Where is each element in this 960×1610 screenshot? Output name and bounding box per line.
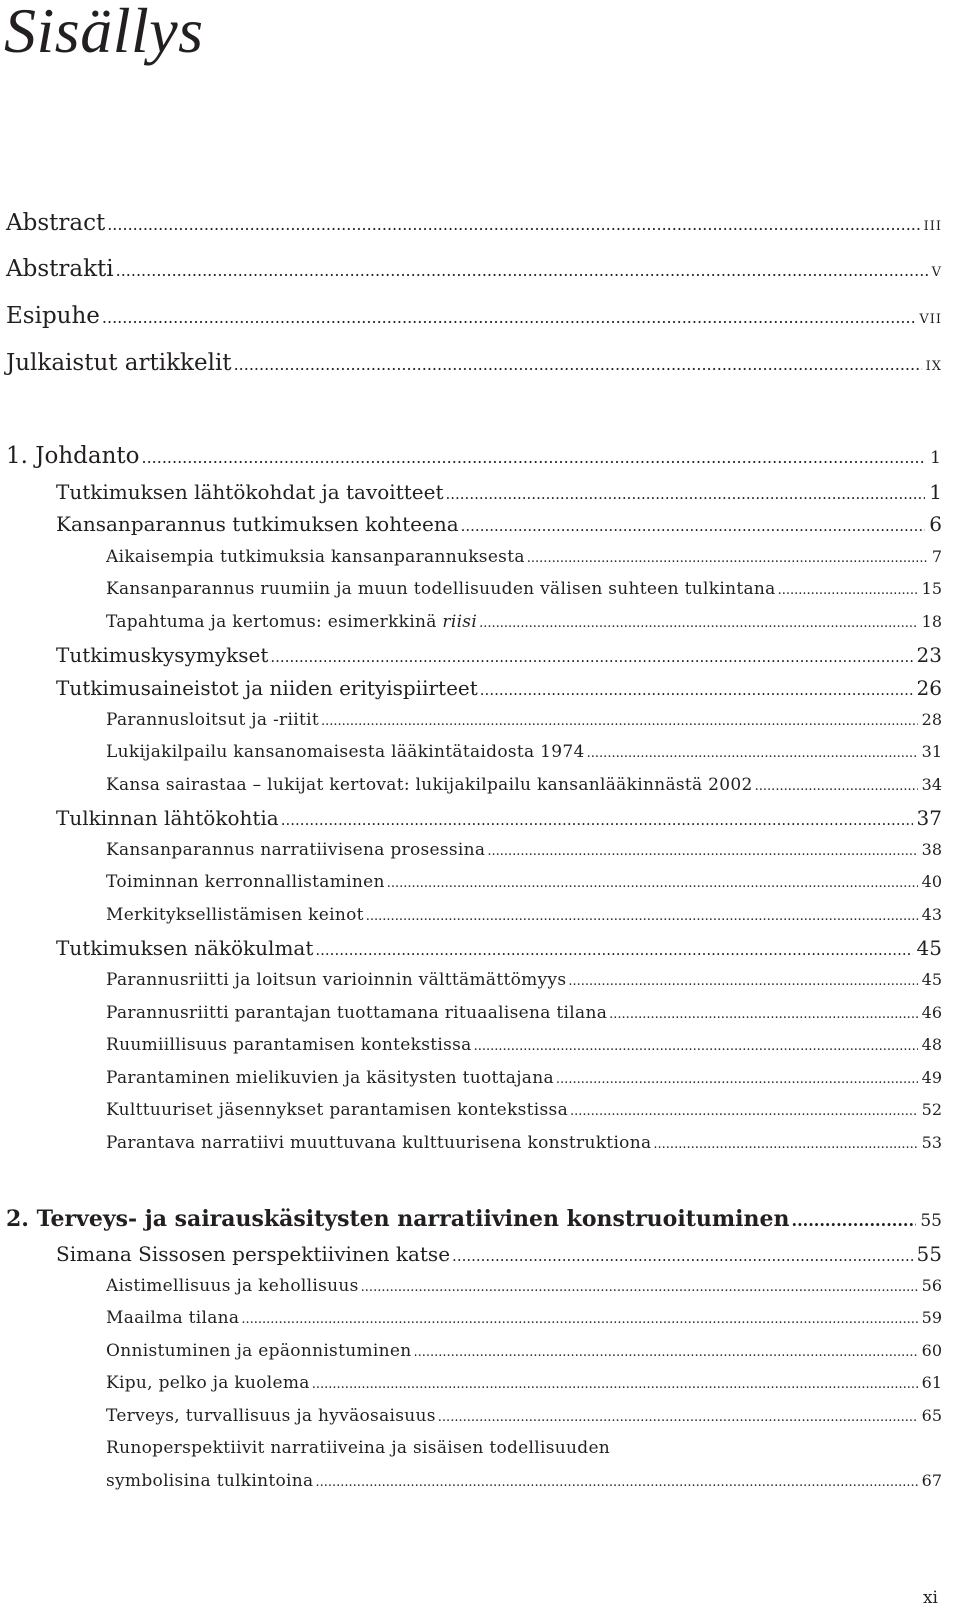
dot-leader: [778, 583, 918, 598]
toc-entry-label: Maailma tilana: [106, 1308, 240, 1328]
toc-subsection[interactable]: [106, 872, 942, 892]
dot-leader: [474, 1039, 918, 1054]
toc-page-number: 43: [921, 905, 942, 924]
toc-page-number: ix: [925, 353, 942, 375]
toc-entry-label: Merkityksellistämisen keinot: [106, 905, 364, 925]
toc-entry-label: Kansanparannus ruumiin ja muun todellisuuden välisen suhteen tulkintana: [106, 579, 776, 599]
toc-entry-label: Toiminnan kerronnallistaminen: [106, 872, 385, 892]
toc-entry-label: Parantava narratiivi muuttuvana kulttuurisena konstruktiona: [106, 1133, 652, 1153]
toc-page-number: 28: [921, 710, 942, 729]
toc-subsection[interactable]: [106, 1373, 942, 1393]
toc-subsection[interactable]: [106, 1035, 942, 1055]
dot-leader: [234, 355, 922, 374]
toc-subsection[interactable]: [106, 612, 942, 632]
toc-subsection[interactable]: [106, 742, 942, 762]
toc-page-number: 59: [921, 1308, 942, 1327]
dot-leader: [587, 746, 918, 761]
toc-page-number: 60: [921, 1341, 942, 1360]
toc-page-number: 55: [916, 1242, 942, 1266]
toc-subsection[interactable]: [106, 1133, 942, 1153]
toc-entry-label: Parantaminen mielikuvien ja käsitysten tuottajana: [106, 1068, 554, 1088]
toc-entry-label: Tutkimusaineistot ja niiden erityispiirteet: [56, 676, 478, 700]
dot-leader: [312, 1377, 918, 1392]
toc-subsection[interactable]: [106, 1100, 942, 1120]
toc-page-number: 46: [921, 1003, 942, 1022]
toc-subsection[interactable]: [106, 1341, 942, 1361]
toc-page-number: 48: [921, 1035, 942, 1054]
toc-entry-label: Aikaisempia tutkimuksia kansanparannuksesta: [106, 547, 525, 567]
toc-entry-label: Julkaistut artikkelit: [6, 350, 232, 376]
dot-leader: [452, 1247, 913, 1265]
dot-leader: [241, 1312, 917, 1327]
toc-entry-label: Esipuhe: [6, 303, 100, 329]
dot-leader: [315, 1475, 917, 1490]
toc-page-number: iii: [923, 213, 942, 235]
toc-subsection[interactable]: [106, 579, 942, 599]
toc-page-number: v: [931, 259, 942, 281]
toc-entry-label: symbolisina tulkintoina: [106, 1471, 314, 1491]
toc-subsection[interactable]: [106, 905, 942, 925]
dot-leader: [413, 1345, 917, 1360]
toc-entry-label: Kansa sairastaa – lukijat kertovat: lukijakilpailu kansanlääkinnästä 2002: [106, 775, 753, 795]
toc-entry-label: Tapahtuma ja kertomus: esimerkkinä riisi: [106, 612, 478, 632]
toc-subsection[interactable]: [106, 1068, 942, 1088]
dot-leader: [141, 448, 926, 467]
toc-subsection[interactable]: [106, 710, 942, 730]
toc-entry-label: Onnistuminen ja epäonnistuminen: [106, 1341, 412, 1361]
toc-subsection[interactable]: [106, 1003, 942, 1023]
dot-leader: [116, 261, 928, 280]
dot-leader: [653, 1137, 917, 1152]
page-folio: xi: [922, 1588, 938, 1608]
toc-entry-label: Abstract: [6, 210, 106, 236]
toc-page-number: 65: [921, 1406, 942, 1425]
toc-entry-label: Tutkimuksen näkökulmat: [56, 936, 314, 960]
dot-leader: [792, 1211, 917, 1230]
dot-leader: [321, 714, 918, 729]
dot-leader: [479, 616, 918, 631]
toc-page-number: 49: [921, 1068, 942, 1087]
toc-subsection[interactable]: [106, 1471, 942, 1491]
dot-leader: [102, 308, 915, 327]
toc-entry-label: Parannusloitsut ja -riitit: [106, 710, 319, 730]
toc-entry-abstract[interactable]: [6, 210, 942, 236]
dot-leader: [107, 215, 919, 234]
dot-leader: [387, 876, 918, 891]
toc-subsection[interactable]: [106, 1308, 942, 1328]
toc-page-number: 18: [921, 612, 942, 631]
toc-page-number: 53: [921, 1133, 942, 1152]
toc-entry-label: Kansanparannus narratiivisena prosessina: [106, 840, 486, 860]
toc-entry-label: Parannusriitti ja loitsun varioinnin välttämättömyys: [106, 970, 567, 990]
toc-section[interactable]: [56, 1242, 942, 1266]
toc-page-number: 7: [931, 547, 942, 566]
toc-section[interactable]: [56, 676, 942, 700]
toc-page-number: 31: [921, 742, 942, 761]
toc-section[interactable]: [56, 806, 942, 830]
toc-entry-label: Kulttuuriset jäsennykset parantamisen kontekstissa: [106, 1100, 569, 1120]
toc-page-number: 52: [921, 1100, 942, 1119]
dot-leader: [361, 1280, 918, 1295]
toc-page-number: 6: [929, 512, 942, 536]
toc-page-number: 15: [921, 579, 942, 598]
toc-page-number: 45: [921, 970, 942, 989]
toc-entry-label: Parannusriitti parantajan tuottamana rituaalisena tilana: [106, 1003, 608, 1023]
toc-page-number: vii: [919, 306, 942, 328]
toc-entry-label: Tutkimuksen lähtökohdat ja tavoitteet: [56, 480, 444, 504]
toc-page-number: 38: [921, 840, 942, 859]
toc-chapter-label: 2. Terveys- ja sairauskäsitysten narratiivinen konstruoituminen: [6, 1206, 790, 1232]
toc-subsection[interactable]: [106, 1276, 942, 1296]
dot-leader: [281, 811, 913, 829]
toc-page-number: 45: [916, 936, 942, 960]
toc-entry-label: Tulkinnan lähtökohtia: [56, 806, 279, 830]
toc-section[interactable]: [56, 643, 942, 667]
toc-chapter-label: 1. Johdanto: [6, 443, 140, 469]
dot-leader: [570, 1104, 918, 1119]
toc-entry-label: Abstrakti: [6, 256, 114, 282]
dot-leader: [527, 551, 928, 566]
toc-entry-label: Kipu, pelko ja kuolema: [106, 1373, 310, 1393]
dot-leader: [445, 485, 925, 503]
toc-subsection[interactable]: [106, 1406, 942, 1426]
toc-section[interactable]: [56, 512, 942, 536]
dot-leader: [315, 941, 912, 959]
toc-subsection[interactable]: [106, 547, 942, 567]
dot-leader: [568, 974, 917, 989]
toc-subsection[interactable]: [106, 970, 942, 990]
toc-section[interactable]: [56, 936, 942, 960]
dot-leader: [366, 909, 918, 924]
toc-chapter-1[interactable]: [6, 443, 942, 469]
dot-leader: [556, 1072, 918, 1087]
toc-page-number: 40: [921, 872, 942, 891]
toc-entry-label: Tutkimuskysymykset: [56, 643, 269, 667]
dot-leader: [461, 517, 926, 535]
toc-page-number: 61: [921, 1373, 942, 1392]
toc-page-number: 1: [929, 480, 942, 504]
dot-leader: [270, 648, 912, 666]
toc-entry-esipuhe[interactable]: [6, 303, 942, 329]
toc-page-number: 1: [930, 448, 942, 468]
toc-entry-label-line1: Runoperspektiivit narratiiveina ja sisäisen todellisuuden: [106, 1438, 611, 1458]
toc-page-number: 23: [916, 643, 942, 667]
toc-entry-label: Aistimellisuus ja kehollisuus: [106, 1276, 359, 1296]
toc-entry-label: Terveys, turvallisuus ja hyväosaisuus: [106, 1406, 436, 1426]
toc-page-number: 34: [921, 775, 942, 794]
toc-subsection[interactable]: [106, 775, 942, 795]
toc-entry-julkaistut-artikkelit[interactable]: [6, 350, 942, 376]
dot-leader: [438, 1410, 918, 1425]
page-title: Sisällys: [4, 0, 204, 66]
toc-chapter-2[interactable]: [6, 1206, 942, 1232]
dot-leader: [487, 844, 917, 859]
toc-page-number: 26: [916, 676, 942, 700]
toc-page-number: 37: [916, 806, 942, 830]
toc-entry-label: Kansanparannus tutkimuksen kohteena: [56, 512, 459, 536]
toc-page-number: 56: [921, 1276, 942, 1295]
toc-subsection[interactable]: [106, 840, 942, 860]
toc-entry-label: Simana Sissosen perspektiivinen katse: [56, 1242, 451, 1266]
toc-section[interactable]: [56, 480, 942, 504]
toc-page-number: 67: [921, 1471, 942, 1490]
dot-leader: [480, 681, 913, 699]
toc-entry-abstrakti[interactable]: [6, 256, 942, 282]
dot-leader: [755, 779, 918, 794]
toc-entry-label: Lukijakilpailu kansanomaisesta lääkintätaidosta 1974: [106, 742, 585, 762]
dot-leader: [609, 1007, 917, 1022]
toc-entry-label: Ruumiillisuus parantamisen kontekstissa: [106, 1035, 472, 1055]
toc-page-number: 55: [920, 1211, 942, 1231]
